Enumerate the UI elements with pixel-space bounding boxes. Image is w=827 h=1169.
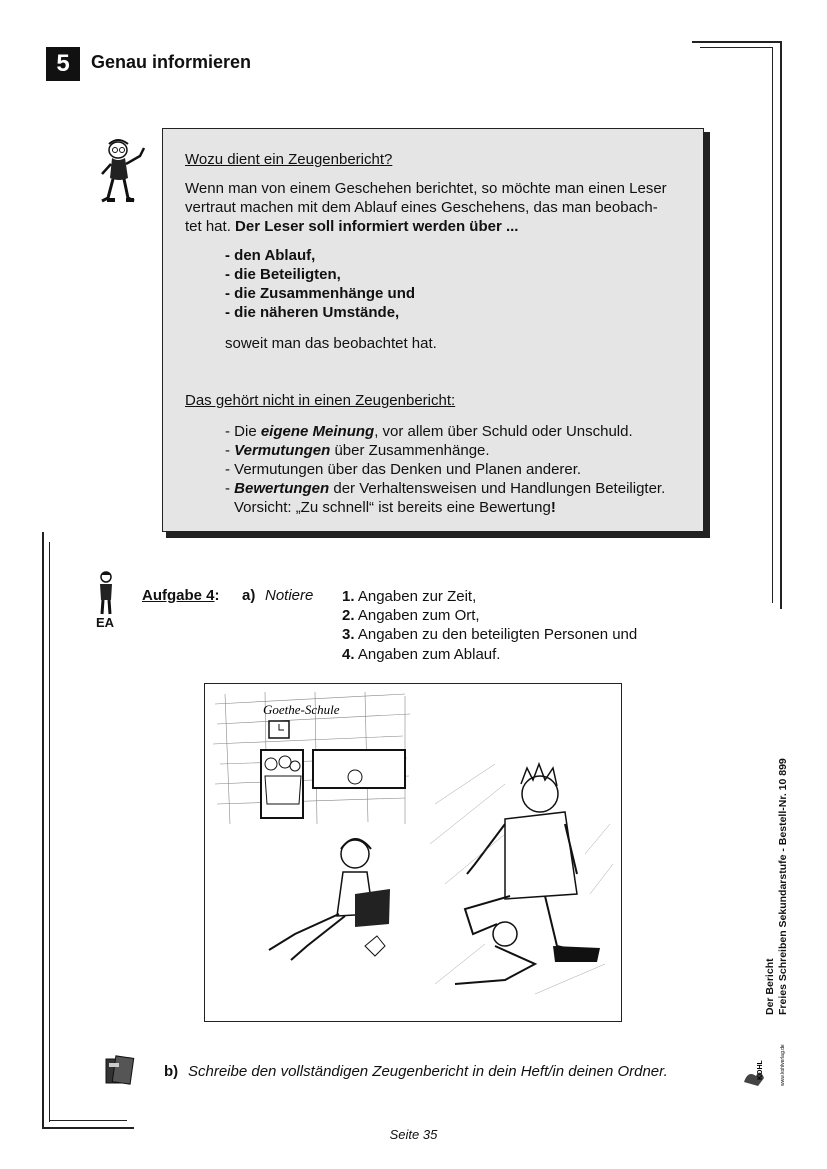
chapter-number: 5	[46, 47, 80, 81]
exclusion-caution: Vorsicht: „Zu schnell“ ist bereits eine Bewertung!	[234, 499, 556, 516]
task-list-item: 1. Angaben zur Zeit,	[342, 588, 477, 605]
frame-right-line-inner	[772, 47, 773, 603]
exclusion-item: - Bewertungen der Verhaltensweisen und Handlungen Beteiligter.	[225, 480, 666, 497]
publisher-logo-icon	[740, 1020, 786, 1088]
frame-top-line-inner	[700, 47, 772, 48]
school-sign: Goethe-Schule	[263, 702, 340, 717]
student-icon	[96, 570, 116, 616]
info-heading-purpose: Wozu dient ein Zeugenbericht?	[185, 151, 393, 168]
sidebar-publication-info: Der Bericht Freies Schreiben Sekundarstufe - Bestell-Nr. 10 899	[764, 758, 789, 1015]
info-paragraph-line: Wenn man von einem Geschehen berichtet, so möchte man einen Leser	[185, 180, 667, 197]
task-list-item: 4. Angaben zum Ablauf.	[342, 646, 501, 663]
exclusion-item: - Die eigene Meinung, vor allem über Schuld oder Unschuld.	[225, 423, 633, 440]
page-number: Seite 35	[389, 1127, 438, 1142]
task-part-b-text: Schreibe den vollständigen Zeugenbericht in dein Heft/in deinen Ordner.	[188, 1063, 668, 1080]
notebook-icon	[104, 1055, 136, 1087]
info-paragraph-line: vertraut machen mit dem Ablauf eines Geschehens, das man beobach-	[185, 199, 658, 216]
task-part-b: b)	[164, 1063, 179, 1080]
frame-left-line	[42, 532, 44, 1129]
info-box	[162, 128, 704, 532]
exclusion-item: - Vermutungen über Zusammenhänge.	[225, 442, 490, 459]
task-header: Aufgabe 4:	[142, 587, 220, 604]
task-part-a: a)	[242, 587, 256, 604]
frame-left-line-inner	[49, 542, 50, 1122]
info-bullet: - den Ablauf,	[225, 247, 316, 264]
info-bullet: - die Zusammenhänge und	[225, 285, 416, 302]
info-heading-exclusions: Das gehört nicht in einen Zeugenbericht:	[185, 392, 456, 409]
work-mode-badge: EA	[96, 615, 115, 630]
task-list-item: 2. Angaben zum Ort,	[342, 607, 480, 624]
publisher-url: www.kohlverlag.de	[780, 1044, 786, 1086]
publisher-name: KOHL	[757, 1060, 764, 1080]
exclusion-item: - Vermutungen über das Denken und Planen anderer.	[225, 461, 582, 478]
info-paragraph-line-last: tet hat. Der Leser soll informiert werden über ...	[185, 218, 519, 235]
scene-drawing	[204, 683, 622, 1022]
info-closing: soweit man das beobachtet hat.	[225, 335, 437, 352]
task-list-item: 3. Angaben zu den beteiligten Personen und	[342, 626, 638, 643]
task-verb: Notiere	[265, 587, 314, 604]
info-bullet: - die näheren Umstände,	[225, 304, 400, 321]
chapter-title: Genau informieren	[91, 52, 252, 72]
frame-top-line	[692, 41, 782, 43]
info-bullet: - die Beteiligten,	[225, 266, 341, 283]
frame-bottom-line-inner	[49, 1120, 127, 1121]
professor-icon	[98, 138, 154, 206]
frame-right-line	[780, 41, 782, 609]
